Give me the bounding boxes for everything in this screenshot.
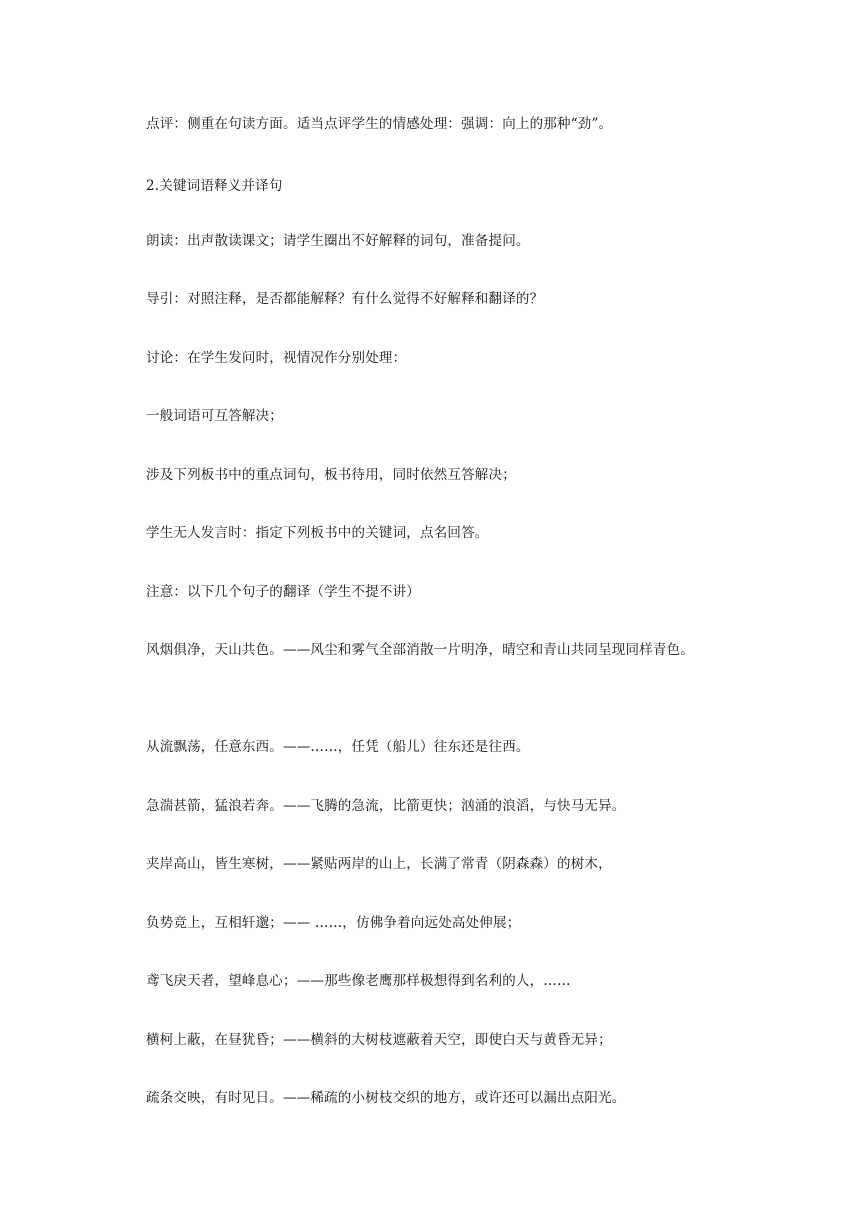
- paragraph-general-words: 一般词语可互答解决；: [146, 408, 283, 424]
- paragraph-note: 注意：以下几个句子的翻译（学生不提不讲）: [146, 584, 420, 600]
- translation-line-2: 从流飘荡，任意东西。——……，任凭（船儿）往东还是往西。: [146, 739, 530, 755]
- translation-line-6: 鸢飞戾天者，望峰息心；——那些像老鹰那样极想得到名利的人，……: [146, 973, 571, 989]
- paragraph-reading: 朗读：出声散读课文；请学生圈出不好解释的词句，准备提问。: [146, 233, 530, 249]
- translation-line-5: 负势竞上，互相轩邈；—— ……，仿佛争着向远处高处伸展；: [146, 915, 521, 931]
- translation-line-8: 疏条交映，有时见日。——稀疏的小树枝交织的地方，或许还可以漏出点阳光。: [146, 1090, 626, 1106]
- paragraph-comment: 点评：侧重在句读方面。适当点评学生的情感处理：强调：向上的那种“劲”。: [146, 116, 613, 132]
- translation-line-1: 风烟俱净，天山共色。——风尘和雾气全部消散一片明净，晴空和青山共同呈现同样青色。: [146, 642, 694, 658]
- section-heading-keywords: 2.关键词语释义并译句: [146, 178, 283, 194]
- paragraph-key-words: 涉及下列板书中的重点词句，板书待用，同时依然互答解决；: [146, 467, 516, 483]
- paragraph-guide: 导引：对照注释，是否都能解释？有什么觉得不好解释和翻译的？: [146, 291, 544, 307]
- translation-line-7: 横柯上蔽，在昼犹昏；——横斜的大树枝遮蔽着天空，即使白天与黄昏无异；: [146, 1032, 612, 1048]
- paragraph-discussion: 讨论：在学生发问时，视情况作分别处理：: [146, 350, 407, 366]
- translation-line-3: 急湍甚箭，猛浪若奔。——飞腾的急流，比箭更快；汹涌的浪滔，与快马无异。: [146, 798, 626, 814]
- paragraph-no-speaker: 学生无人发言时：指定下列板书中的关键词，点名回答。: [146, 525, 489, 541]
- translation-line-4: 夹岸高山，皆生寒树，——紧贴两岸的山上，长满了常青（阴森森）的树木，: [146, 856, 612, 872]
